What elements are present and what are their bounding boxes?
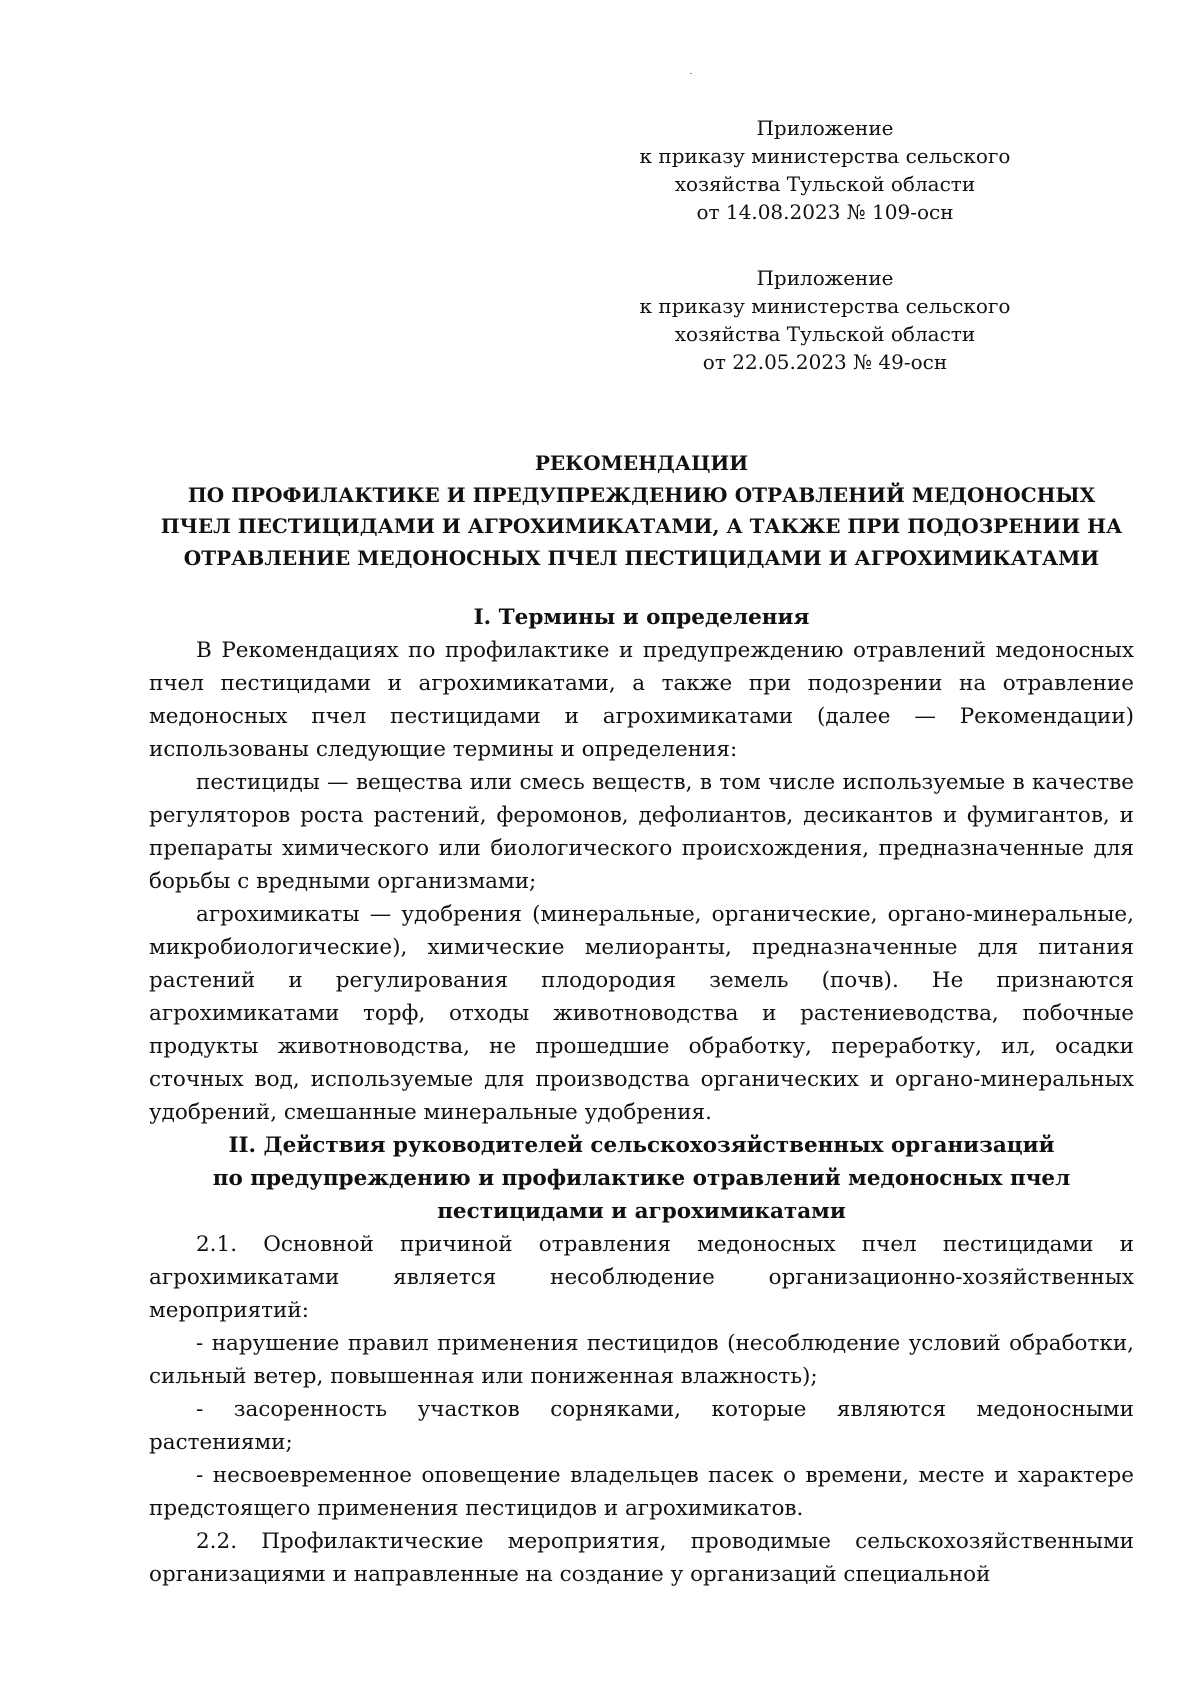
document-title (149, 448, 1134, 574)
paragraph-definition-pesticides: пестициды — вещества или смесь веществ, в том числе используемые в качестве регуляторов роста растений, феромонов, дефолиантов, десикантов и фумигантов, и препараты химического или биологического происхождения, предназначенные для борьбы с вредными организмами; (149, 770, 1134, 894)
section-1-heading (149, 601, 1134, 634)
annex-line: хозяйства Тульской области (674, 172, 976, 196)
annex-line: Приложение (756, 116, 894, 140)
annex-line: к приказу министерства сельского (639, 294, 1011, 318)
paragraph-intro: В Рекомендациях по профилактике и предупреждению отравлений медоносных пчел пестицидами и агрохимикатами, а также при подозрении на отравление медоносных пчел пестицидами и агрохимикатами (далее — Рекомендации) использованы следующие термины и определения: (149, 638, 1134, 762)
scan-speck (690, 73, 692, 74)
annex-current-order (560, 114, 1090, 226)
annex-line: хозяйства Тульской области (674, 322, 976, 346)
annex-line: Приложение (756, 266, 894, 290)
paragraph-definition-agrochemicals: агрохимикаты — удобрения (минеральные, органические, органо-минеральные, микробиологические), химические мелиоранты, предназначенные для питания растений и регулирования плодородия земель (почв). Не признаются агрохимикатами торф, отходы животноводства и растениеводства, побочные продукты животноводства, не прошедшие обработку, переработку, ил, осадки сточных вод, используемые для производства органических и органо-минеральных удобрений, смешанные минеральные удобрения. (149, 902, 1134, 1125)
paragraph-2-2: 2.2. Профилактические мероприятия, проводимые сельскохозяйственными организациями и направленные на создание у организаций специальной (149, 1529, 1134, 1587)
paragraph-2-1: 2.1. Основной причиной отравления медоносных пчел пестицидами и агрохимикатами является несоблюдение организационно-хозяйственных мероприятий: (149, 1232, 1134, 1323)
title-line: ПО ПРОФИЛАКТИКЕ И ПРЕДУПРЕЖДЕНИЮ ОТРАВЛЕНИЙ МЕДОНОСНЫХ (187, 482, 1096, 507)
annex-line: от 22.05.2023 № 49-осн (702, 350, 948, 374)
title-line: РЕКОМЕНДАЦИИ (534, 451, 749, 475)
list-item: - засоренность участков сорняками, которые являются медоносными растениями; (149, 1397, 1134, 1455)
heading-line: по предупреждению и профилактике отравлений медоносных пчел (212, 1166, 1071, 1191)
list-item: - несвоевременное оповещение владельцев пасек о времени, месте и характере предстоящего применения пестицидов и агрохимикатов. (149, 1463, 1134, 1521)
heading-line: II. Действия руководителей сельскохозяйственных организаций (228, 1133, 1055, 1158)
annex-line: от 14.08.2023 № 109-осн (696, 200, 954, 224)
document-body (149, 448, 1134, 1591)
title-line: ОТРАВЛЕНИЕ МЕДОНОСНЫХ ПЧЕЛ ПЕСТИЦИДАМИ И АГРОХИМИКАТАМИ (183, 545, 1100, 570)
title-line: ПЧЕЛ ПЕСТИЦИДАМИ И АГРОХИМИКАТАМИ, А ТАКЖЕ ПРИ ПОДОЗРЕНИИ НА (160, 514, 1123, 538)
list-item: - нарушение правил применения пестицидов (несоблюдение условий обработки, сильный ветер, повышенная или пониженная влажность); (149, 1331, 1134, 1389)
annex-previous-order (560, 264, 1090, 376)
section-2-heading (149, 1129, 1134, 1228)
heading-line: пестицидами и агрохимикатами (437, 1199, 846, 1224)
annex-line: к приказу министерства сельского (639, 144, 1011, 168)
heading-line: I. Термины и определения (473, 605, 810, 630)
